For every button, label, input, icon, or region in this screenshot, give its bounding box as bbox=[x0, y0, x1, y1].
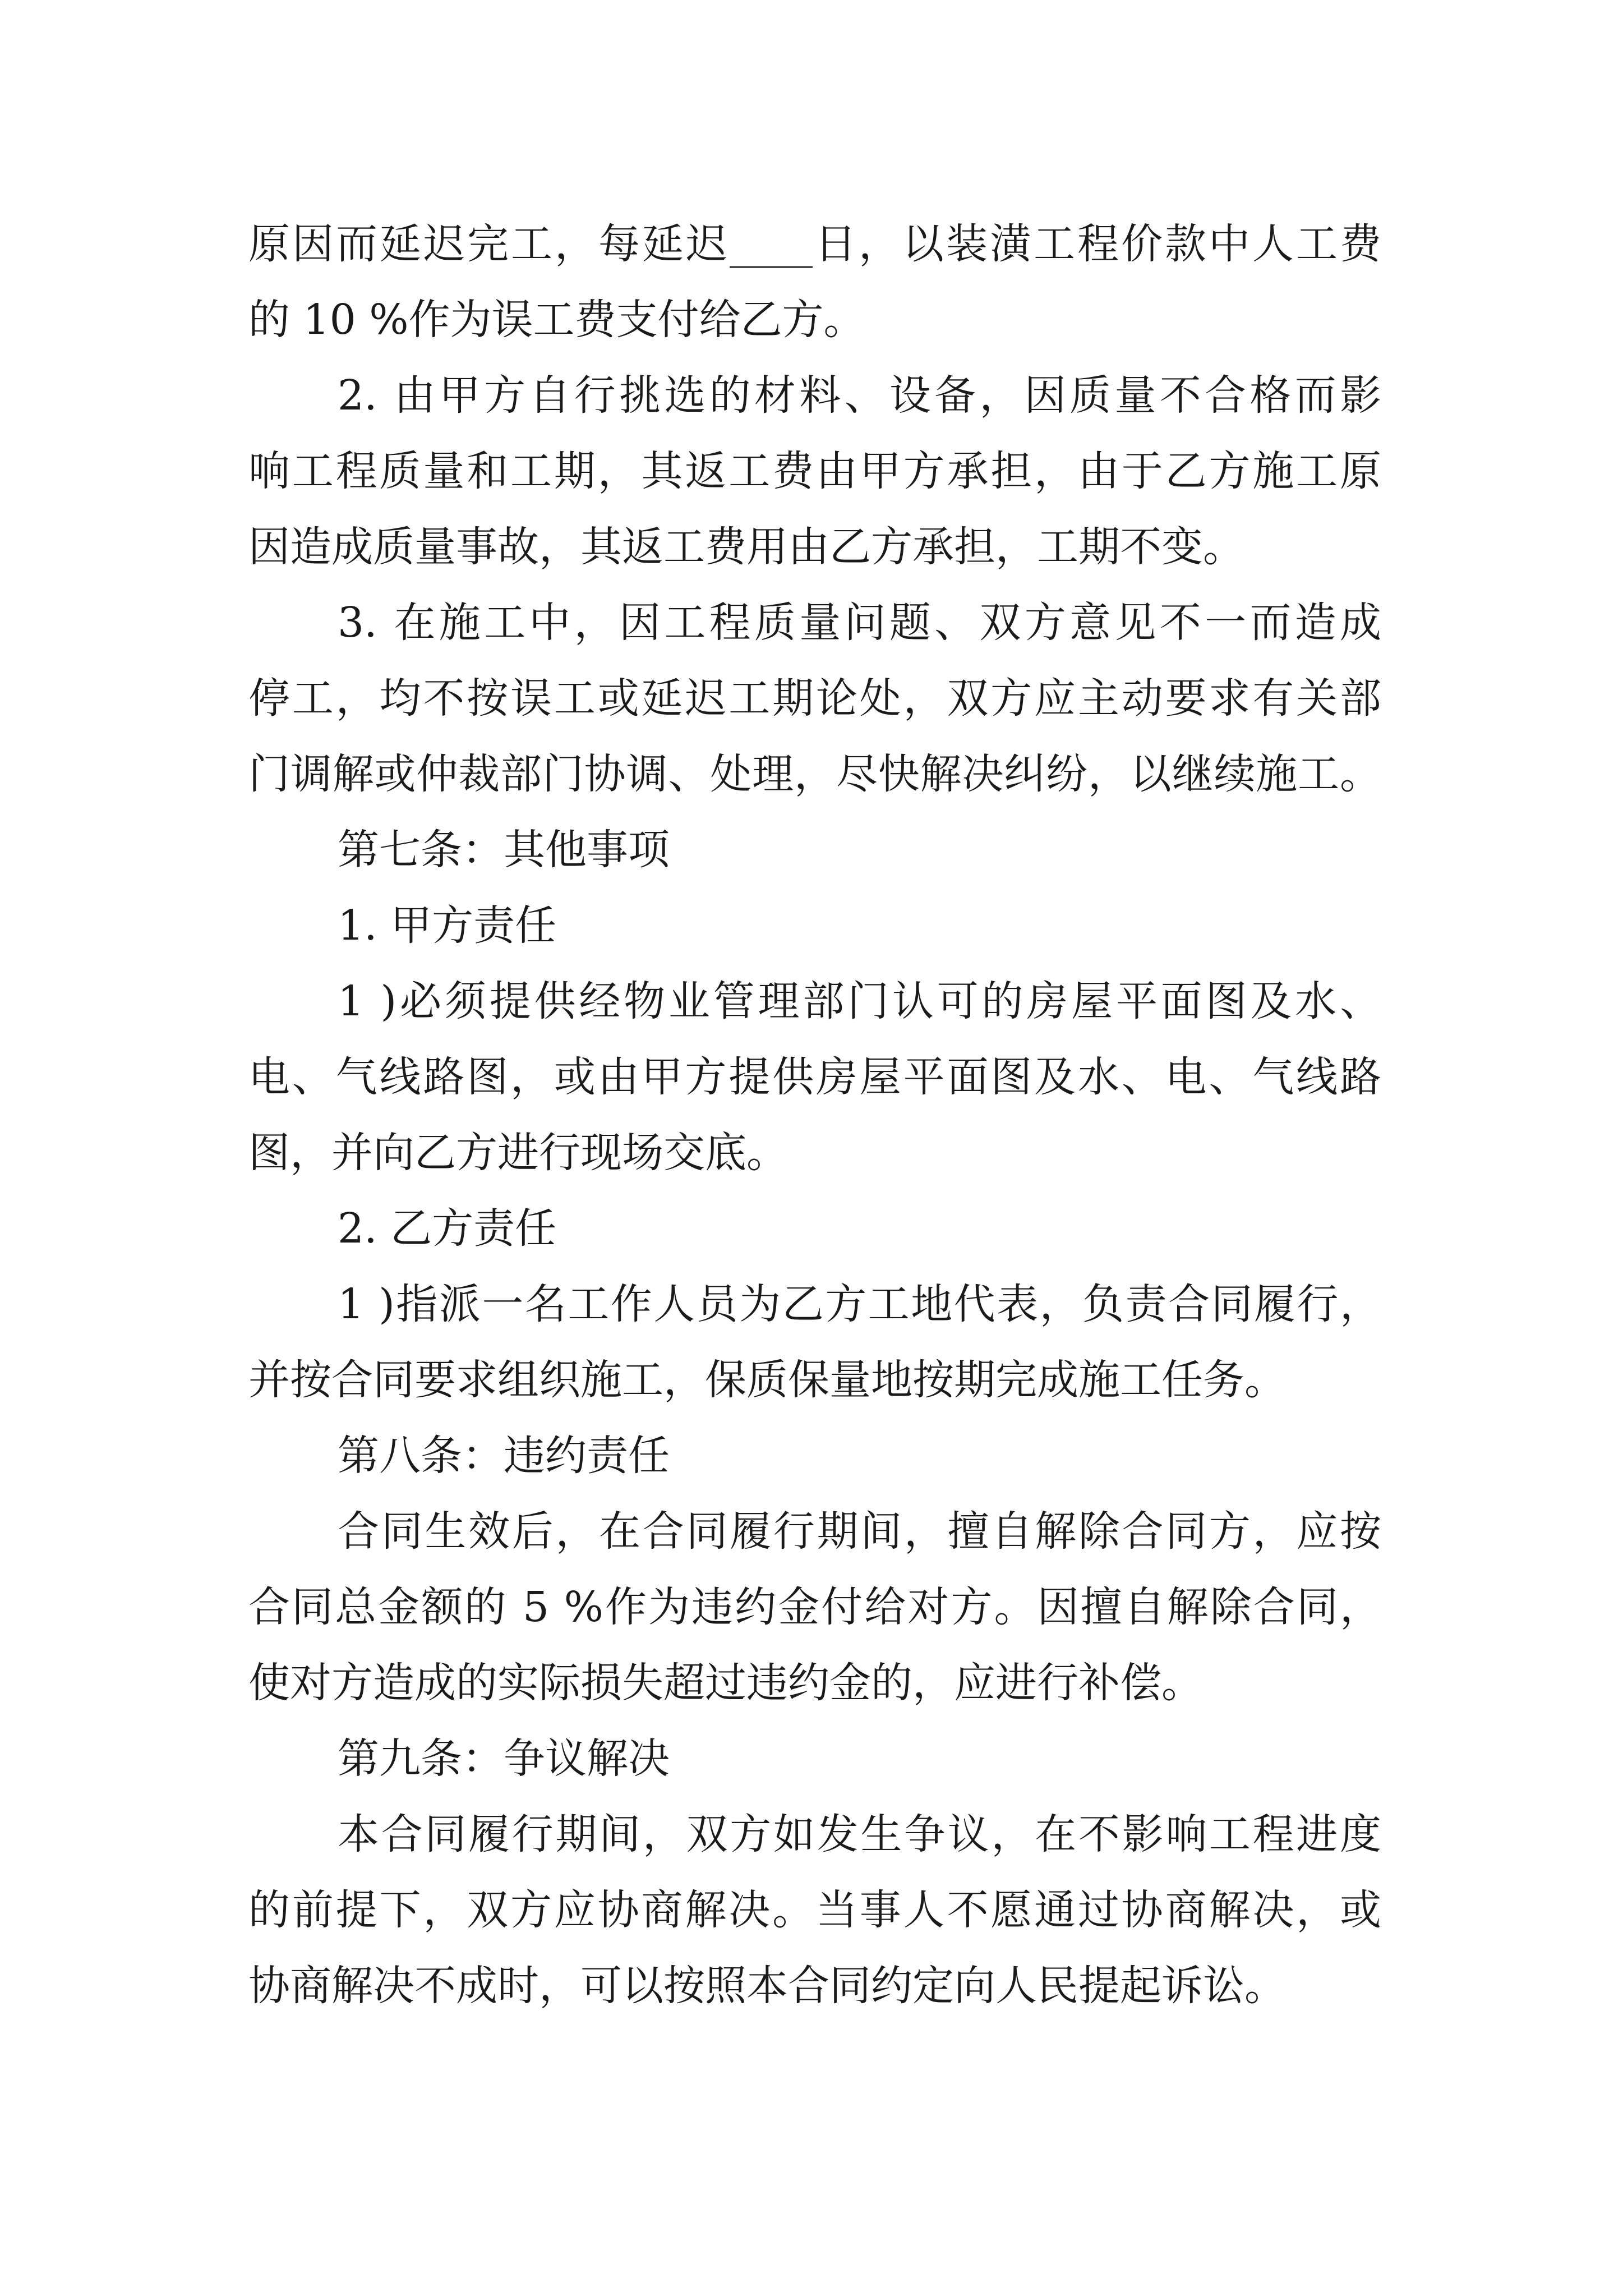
text-line: 因造成质量事故，其返工费用由乙方承担，工期不变。 bbox=[248, 523, 1244, 571]
section-heading: 第七条：其他事项 bbox=[338, 826, 670, 874]
text-line: 合同总金额的 5 %作为违约金付给对方。因擅自解除合同， bbox=[248, 1583, 1381, 1631]
text-line: 停工，均不按误工或延迟工期论处，双方应主动要求有关部 bbox=[248, 674, 1381, 723]
text-line: 电、气线路图，或由甲方提供房屋平面图及水、电、气线路 bbox=[248, 1053, 1381, 1101]
subsection-heading: 2. 乙方责任 bbox=[338, 1204, 557, 1253]
text-line: 响工程质量和工期，其返工费由甲方承担，由于乙方施工原 bbox=[248, 447, 1381, 495]
text-line: 图，并向乙方进行现场交底。 bbox=[248, 1129, 788, 1177]
document-body bbox=[248, 206, 1381, 2024]
text-line: 门调解或仲裁部门协调、处理，尽快解决纠纷，以继续施工。 bbox=[248, 750, 1381, 798]
text-line: 1 )必须提供经物业管理部门认可的房屋平面图及水、 bbox=[338, 977, 1381, 1025]
section-heading: 第九条：争议解决 bbox=[338, 1734, 670, 1783]
text-line: 合同生效后，在合同履行期间，擅自解除合同方，应按 bbox=[338, 1507, 1381, 1556]
section-heading: 第八条：违约责任 bbox=[338, 1432, 670, 1480]
text-line: 使对方造成的实际损失超过违约金的，应进行补偿。 bbox=[248, 1659, 1203, 1707]
subsection-heading: 1. 甲方责任 bbox=[338, 901, 557, 950]
text-line: 的 10 %作为误工费支付给乙方。 bbox=[248, 296, 865, 344]
text-line: 并按合同要求组织施工，保质保量地按期完成施工任务。 bbox=[248, 1356, 1286, 1404]
text-line: 协商解决不成时，可以按照本合同约定向人民提起诉讼。 bbox=[248, 1962, 1286, 2010]
text-line: 的前提下，双方应协商解决。当事人不愿通过协商解决，或 bbox=[248, 1886, 1381, 1934]
text-line: 原因而延迟完工，每延迟____日，以装潢工程价款中人工费 bbox=[248, 220, 1381, 268]
text-line: 本合同履行期间，双方如发生争议，在不影响工程进度 bbox=[338, 1810, 1381, 1858]
text-line: 2. 由甲方自行挑选的材料、设备，因质量不合格而影 bbox=[338, 371, 1381, 420]
text-line: 1 )指派一名工作人员为乙方工地代表，负责合同履行， bbox=[338, 1280, 1381, 1328]
text-line: 3. 在施工中，因工程质量问题、双方意见不一而造成 bbox=[338, 599, 1381, 647]
